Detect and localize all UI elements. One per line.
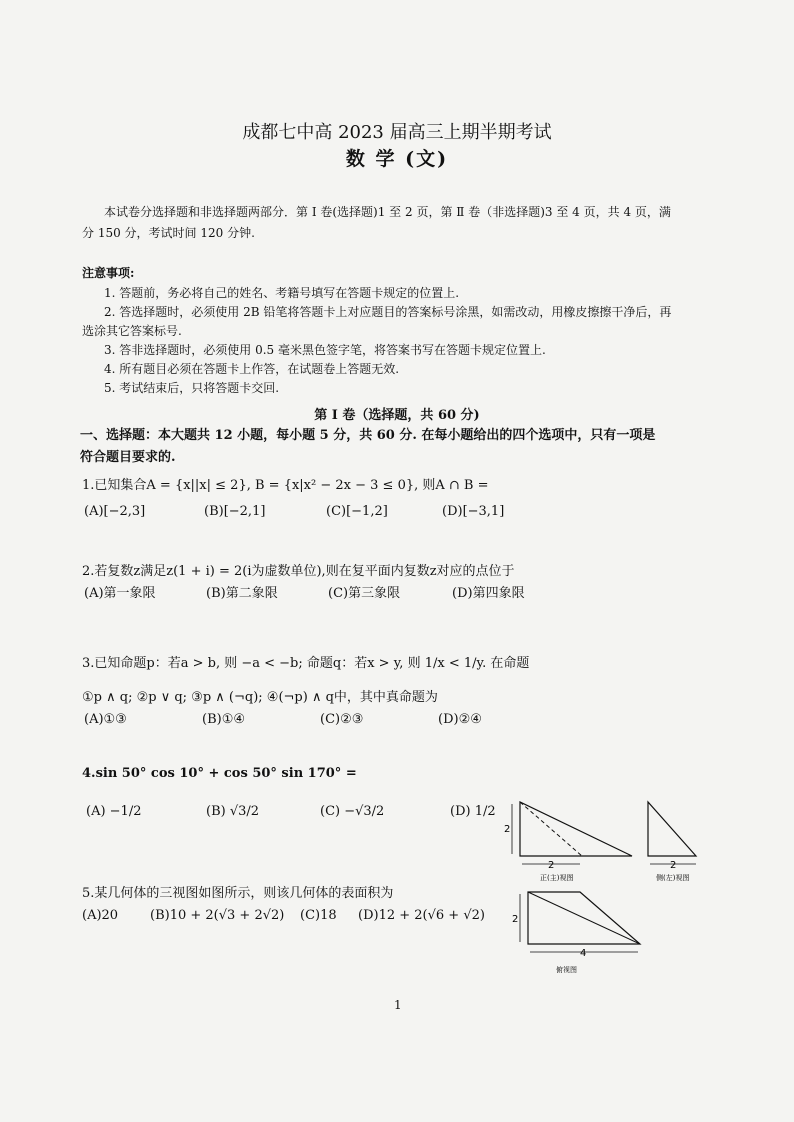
side-view bbox=[648, 802, 696, 882]
note-item: 5. 考试结束后，只将答题卡交回. bbox=[104, 381, 280, 395]
q4-option-b: (B) √3/2 bbox=[206, 804, 260, 819]
top-height-label: 2 bbox=[512, 914, 519, 925]
top-view bbox=[512, 892, 640, 974]
exam-subject: 数 学 (文) bbox=[345, 148, 449, 170]
q4-option-c: (C) −√3/2 bbox=[320, 804, 385, 819]
q2-option-a: (A)第一象限 bbox=[84, 586, 156, 601]
page-number: 1 bbox=[394, 998, 402, 1012]
q3-option-c: (C)②③ bbox=[320, 712, 364, 727]
q3-option-a: (A)①③ bbox=[84, 712, 127, 727]
top-view-caption: 俯视图 bbox=[556, 966, 577, 974]
q2-option-b: (B)第二象限 bbox=[206, 586, 278, 601]
side-width-label: 2 bbox=[670, 860, 677, 871]
exam-title: 成都七中高 2023 届高三上期半期考试 bbox=[242, 122, 552, 143]
question-2-stem: 2.若复数z满足z(1 + i) = 2(i为虚数单位),则在复平面内复数z对应的点位于 bbox=[82, 564, 515, 579]
q1-option-c: (C)[−1,2] bbox=[326, 504, 388, 519]
question-5-stem: 5.某几何体的三视图如图所示，则该几何体的表面积为 bbox=[82, 886, 394, 901]
q1-option-d: (D)[−3,1] bbox=[442, 504, 505, 519]
question-3-stem: 3.已知命题p：若a > b, 则 −a < −b; 命题q：若x > y, 则 1/x < 1/y. 在命题 bbox=[82, 656, 530, 671]
q1-option-b: (B)[−2,1] bbox=[204, 504, 266, 519]
side-view-caption: 侧(左)视图 bbox=[656, 874, 690, 882]
q4-option-d: (D) 1/2 bbox=[450, 804, 496, 819]
q1-option-a: (A)[−2,3] bbox=[84, 504, 146, 519]
q5-option-d: (D)12 + 2(√6 + √2) bbox=[358, 908, 485, 923]
q2-option-c: (C)第三象限 bbox=[328, 586, 401, 601]
q4-option-a: (A) −1/2 bbox=[86, 804, 142, 819]
front-view-caption: 正(主)视图 bbox=[540, 874, 574, 882]
note-item: 4. 所有题目必须在答题卡上作答，在试题卷上答题无效. bbox=[104, 362, 400, 376]
question-3-stem-2: ①p ∧ q; ②p ∨ q; ③p ∧ (¬q); ④(¬p) ∧ q中，其中真命题为 bbox=[82, 690, 438, 705]
note-item: 选涂其它答案标号. bbox=[82, 324, 182, 338]
q5-option-b: (B)10 + 2(√3 + 2√2) bbox=[150, 908, 285, 923]
notes-heading: 注意事项: bbox=[82, 266, 135, 280]
part1-instruction-1: 一、选择题：本大题共 12 小题，每小题 5 分，共 60 分. 在每小题给出的四个选项中，只有一项是 bbox=[80, 428, 656, 443]
top-width-label: 4 bbox=[580, 948, 587, 959]
question-1-stem: 1.已知集合A = {x||x| ≤ 2}, B = {x|x² − 2x − 3 ≤ 0}, 则A ∩ B = bbox=[82, 478, 489, 493]
part1-heading: 第 Ⅰ 卷（选择题，共 60 分) bbox=[314, 408, 480, 423]
intro-line-1: 本试卷分选择题和非选择题两部分．第 Ⅰ 卷(选择题)1 至 2 页，第 Ⅱ 卷（非选择题)3 至 4 页，共 4 页，满 bbox=[104, 205, 671, 219]
front-height-label: 2 bbox=[504, 824, 511, 835]
q5-option-a: (A)20 bbox=[82, 908, 119, 923]
front-width-label: 2 bbox=[548, 860, 555, 871]
note-item: 1. 答题前，务必将自己的姓名、考籍号填写在答题卡规定的位置上. bbox=[104, 286, 460, 300]
three-view-figure bbox=[500, 796, 720, 986]
front-view bbox=[504, 802, 632, 882]
q2-option-d: (D)第四象限 bbox=[452, 586, 525, 601]
q3-option-d: (D)②④ bbox=[438, 712, 482, 727]
intro-line-2: 分 150 分，考试时间 120 分钟. bbox=[82, 226, 255, 240]
q5-option-c: (C)18 bbox=[300, 908, 337, 923]
part1-instruction-2: 符合题目要求的. bbox=[80, 450, 176, 465]
note-item: 3. 答非选择题时，必须使用 0.5 毫米黑色签字笔，将答案书写在答题卡规定位置上. bbox=[104, 343, 546, 357]
question-4-stem: 4.sin 50° cos 10° + cos 50° sin 170° = bbox=[82, 766, 357, 781]
q3-option-b: (B)①④ bbox=[202, 712, 246, 727]
note-item: 2. 答选择题时，必须使用 2B 铅笔将答题卡上对应题目的答案标号涂黑，如需改动，用橡皮擦擦干净后，再 bbox=[104, 305, 672, 319]
